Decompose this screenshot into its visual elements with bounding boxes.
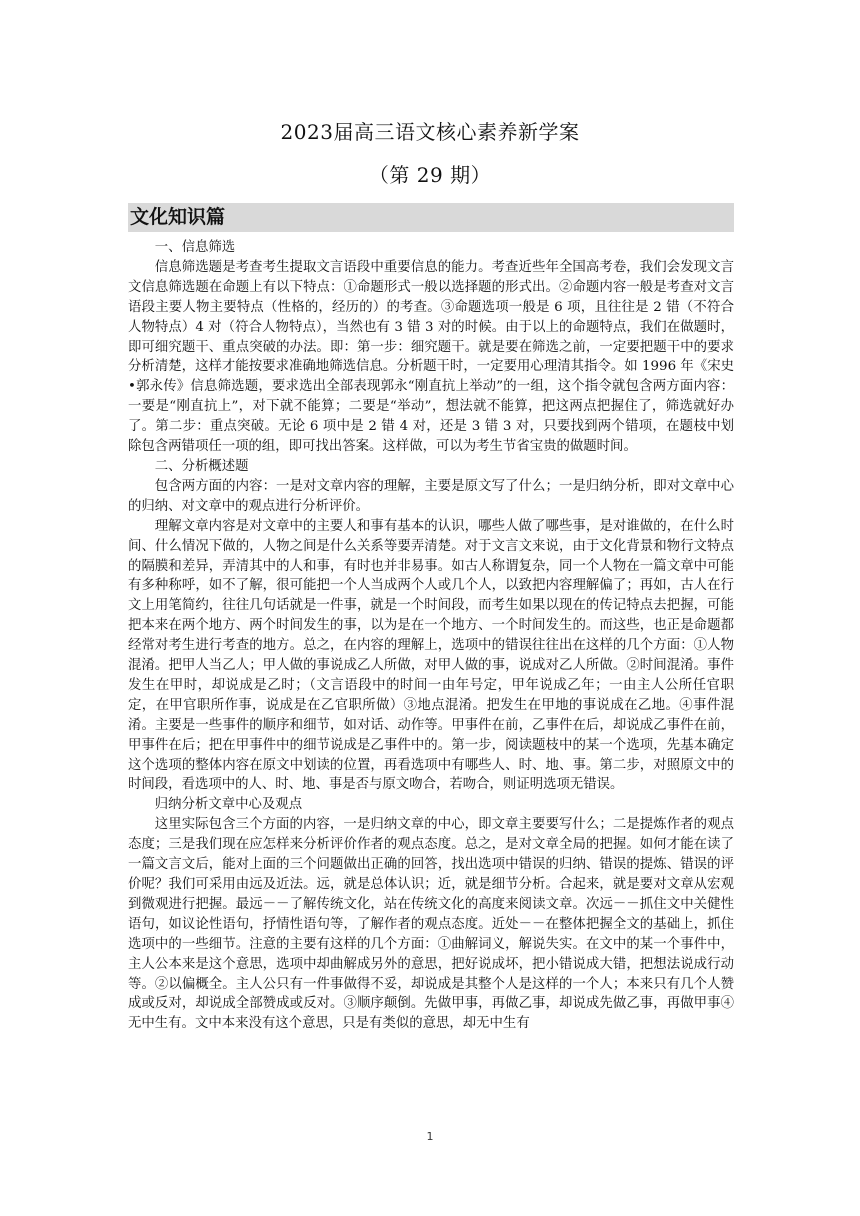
heading-central-idea: 归纳分析文章中心及观点	[154, 797, 303, 813]
document-body	[128, 238, 734, 1034]
heading-info-filtering: 一、信息筛选	[154, 240, 236, 255]
paragraph-info-filtering: 信息筛选题是考查考生提取文言语段中重要信息的能力。考查近些年全国高考卷，我们会发现文言文信息筛选题在命题上有以下特点：①命题形式一般以选择题的形式出。②命题内容一般是考查对文言语段主要人物主要特点（性格的，经历的）的考查。③命题选项一般是 6 项，且往往是 2 错（不符合人物特点）4 对（符合人物特点），当然也有 3 错 3 对的时候。由于以上的命题特点，我们在做题时，即可细究题干、重点突破的办法。即：第一步：细究题干。就是要在筛选之前，一定要把题干中的要求分析清楚，这样才能按要求准确地筛选信息。分析题干时，一定要用心理清其指令。如 1996 年《宋史•郭永传》信息筛选题，要求选出全部表现郭永“刚直抗上举动”的一组，这个指令就包含两方面内容：一要是“刚直抗上”，对下就不能算；二要是“举动”，想法就不能算，把这两点把握住了，筛选就好办了。第二步：重点突破。无论 6 项中是 2 错 4 对，还是 3 错 3 对，只要找到两个错项，在题枝中划除包含两错项任一项的组，即可找出答案。这样做，可以为考生节省宝贵的做题时间。	[128, 259, 734, 455]
section-heading-bar	[128, 203, 734, 232]
paragraph-analysis-intro: 包含两方面的内容：一是对文章内容的理解，主要是原文写了什么；一是归纳分析，即对文章中心的归纳、对文章中的观点进行分析评价。	[128, 478, 734, 514]
page-number: 1	[426, 1130, 434, 1143]
paragraph-central-idea: 这里实际包含三个方面的内容，一是归纳文章的中心，即文章主要要写什么；二是提炼作者的观点态度；三是我们现在应怎样来分析评价作者的观点态度。总之，是对文章全局的把握。如何才能在读了一篇文言文后，能对上面的三个问题做出正确的回答，找出选项中错误的归纳、错误的提炼、错误的评价呢？我们可采用由远及近法。远，就是总体认识；近，就是细节分析。合起来，就是要对文章从宏观到微观进行把握。最远－－了解传统文化，站在传统文化的高度来阅读文章。次远－－抓住文中关健性语句，如议论性语句，抒情性语句等，了解作者的观点态度。近处－－在整体把握全文的基础上，抓住选项中的一些细节。注意的主要有这样的几个方面：①曲解词义，解说失实。在文中的某一个事件中，主人公本来是这个意思，选项中却曲解成另外的意思，把好说成坏，把小错说成大错，把想法说成行动等。②以偏概全。主人公只有一件事做得不妥，却说成是其整个人是这样的一个人；本来只有几个人赞成或反对，却说成全部赞成或反对。③顺序颠倒。先做甲事，再做乙事，却说成先做乙事，再做甲事④无中生有。文中本来没有这个意思，只是有类似的意思，却无中生有	[128, 817, 734, 1032]
paragraph-understanding-content: 理解文章内容是对文章中的主要人和事有基本的认识，哪些人做了哪些事，是对谁做的，在什么时间、什么情况下做的，人物之间是什么关系等要弄清楚。对于文言文来说，由于文化背景和物行文特点的隔膜和差异，弄清其中的人和事，有时也并非易事。如古人称谓复杂，同一个人物在一篇文章中可能有多种称呼，如不了解，很可能把一个人当成两个人或几个人，以致把内容理解偏了；再如，古人在行文上用笔简约，往往几句话就是一件事，就是一个时间段，而考生如果以现在的传记特点去把握，可能把本来在两个地方、两个时间发生的事，以为是在一个地方、一个时间发生的。而这些，也正是命题都经常对考生进行考查的地方。总之，在内容的理解上，选项中的错误往往出在这样的几个方面：①人物混淆。把甲人当乙人；甲人做的事说成乙人所做，对甲人做的事，说成对乙人所做。②时间混淆。事件发生在甲时，却说成是乙时；（文言语段中的时间一由年号定，甲年说成乙年；一由主人公所任官职定，在甲官职所作事，说成是在乙官职所做）③地点混淆。把发生在甲地的事说成在乙地。④事件混淆。主要是一些事件的顺序和细节，如对话、动作等。甲事件在前，乙事件在后，却说成乙事件在前，甲事件在后；把在甲事件中的细节说成是乙事件中的。第一步，阅读题枝中的某一个选项，先基本确定这个选项的整体内容在原文中划读的位置，再看选项中有哪些人、时、地、事。第二步，对照原文中的时间段，看选项中的人、时、地、事是否与原文吻合，若吻合，则证明选项无错误。	[128, 518, 734, 793]
section-heading: 文化知识篇	[130, 206, 226, 228]
heading-analysis-summary: 二、分析概述题	[154, 458, 249, 474]
issue-number: （第 29 期）	[368, 163, 492, 187]
document-title: 2023届高三语文核心素养新学案	[280, 120, 580, 144]
